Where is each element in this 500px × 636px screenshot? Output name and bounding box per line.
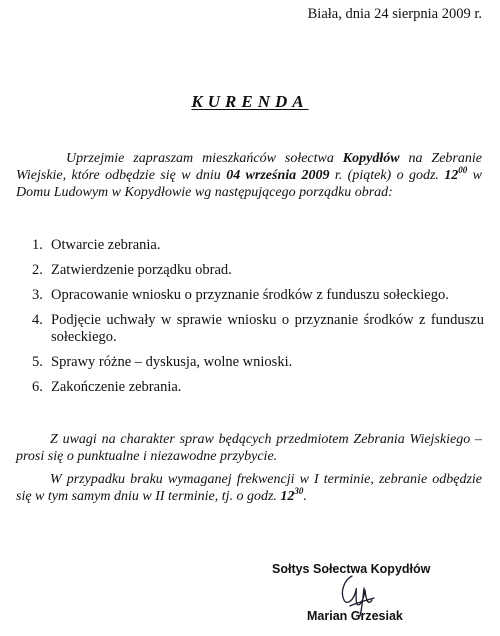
meeting-minutes: 00 (458, 165, 468, 175)
agenda-item (32, 262, 484, 279)
agenda-item-number: 5. (32, 354, 43, 370)
intro-text-2: na Zebranie Wiejskie, które odbędzie się w dniu (16, 151, 482, 183)
agenda-item-number: 1. (32, 237, 43, 253)
signatory-name: Marian Grzesiak (307, 609, 403, 623)
second-term-paragraph (16, 471, 482, 505)
agenda-item (32, 354, 484, 371)
document-title (0, 92, 500, 112)
agenda-item-text: Sprawy różne – dyskusja, wolne wnioski. (51, 354, 293, 370)
meeting-date: 04 września 2009 (226, 168, 330, 183)
agenda-item (32, 379, 484, 396)
agenda-item (32, 287, 484, 304)
agenda-item (32, 237, 484, 254)
intro-text-4: w Domu Ludowym w Kopydłowie wg następującego porządku obrad: (16, 168, 482, 200)
agenda-item-text: Otwarcie zebrania. (51, 237, 161, 253)
intro-text-1: Uprzejmie zapraszam mieszkańców sołectwa (66, 151, 343, 166)
agenda-item-number: 4. (32, 312, 43, 328)
agenda-item-number: 3. (32, 287, 43, 303)
agenda-item-text: Zakończenie zebrania. (51, 379, 182, 395)
notice-paragraph: Z uwagi na charakter spraw będących przedmiotem Zebrania Wiejskiego – prosi się o punktualne i niezawodne przybycie. (16, 432, 482, 464)
meeting-hour-value: 12 (444, 168, 459, 183)
agenda-item-text: Podjęcie uchwały w sprawie wniosku o przyznanie środków z funduszu sołeckiego. (51, 312, 484, 345)
signatory-role: Sołtys Sołectwa Kopydłów (272, 562, 431, 576)
agenda-item-number: 2. (32, 262, 43, 278)
agenda-item-text: Opracowanie wniosku o przyznanie środków z funduszu sołeckiego. (51, 287, 449, 303)
second-term-end: . (303, 489, 307, 504)
agenda-item-number: 6. (32, 379, 43, 395)
second-term-hour-value: 12 (280, 489, 295, 504)
document-title-text: KURENDA (191, 92, 309, 111)
second-term-hour (280, 486, 304, 504)
meeting-hour (444, 165, 468, 183)
agenda-item (32, 312, 484, 346)
agenda-item-text: Zatwierdzenie porządku obrad. (51, 262, 232, 278)
second-term-text: W przypadku braku wymaganej frekwencji w I terminie, zebranie odbędzie się w tym samym dniu w II terminie, tj. o godz. (16, 472, 482, 504)
intro-text-3: r. (piątek) o godz. (329, 168, 445, 183)
village-name: Kopydłów (342, 151, 400, 166)
intro-paragraph (16, 150, 482, 201)
place-date: Biała, dnia 24 sierpnia 2009 r. (307, 6, 482, 22)
agenda-list (32, 237, 484, 404)
second-term-minutes: 30 (294, 486, 304, 496)
